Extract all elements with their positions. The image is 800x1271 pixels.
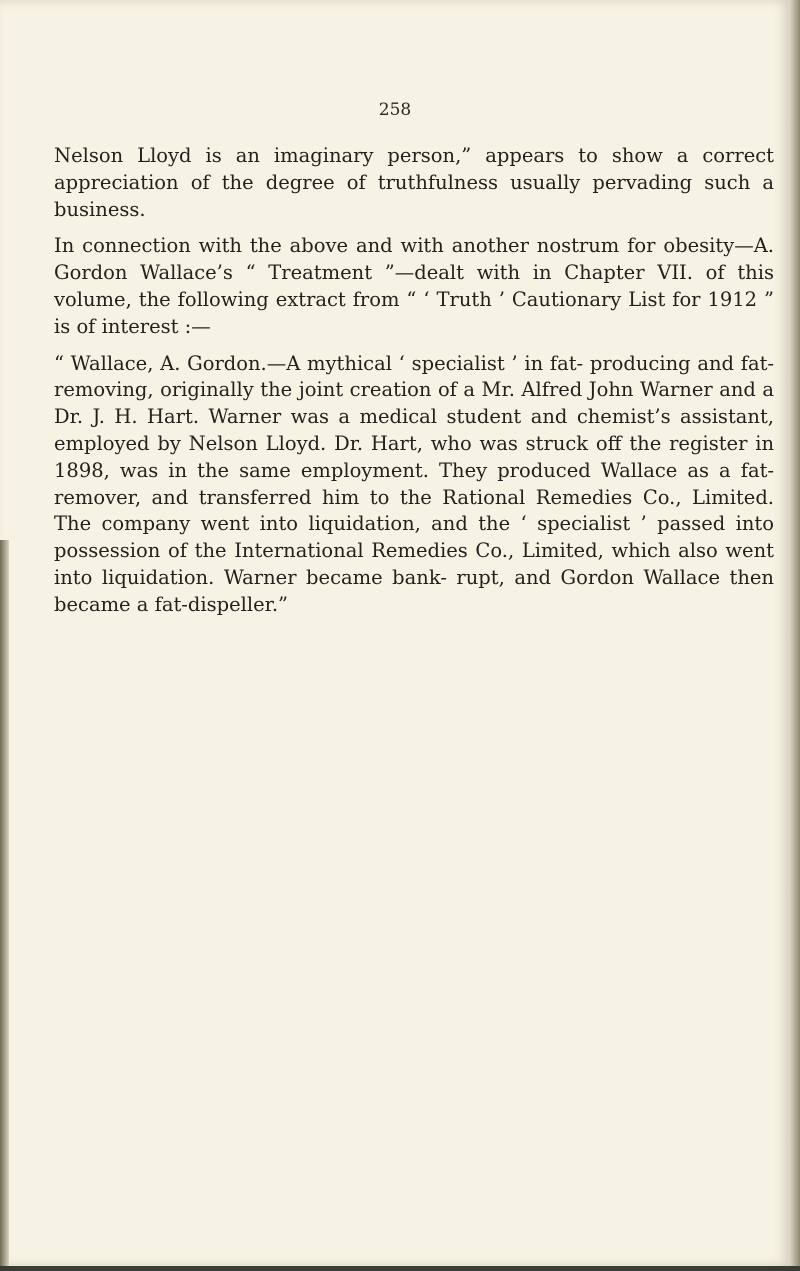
text-line: to the Rational Remedies Co., Limited. The company <box>54 485 775 536</box>
text-line: with in Chapter VII. of this volume, the following extract <box>54 261 774 311</box>
text-line: which also went into liquidation. Warner became bank- <box>54 539 774 589</box>
text-line: by Nelson Lloyd. Dr. Hart, who was struck off the <box>157 431 670 455</box>
text-line: pervading such a business. <box>54 170 774 221</box>
page-number: 258 <box>378 100 412 120</box>
text-line: In connection with the above and with another nostrum <box>54 234 628 258</box>
text-line: was a medical student and chemist’s assistant, employed <box>54 405 774 455</box>
body-text <box>54 143 774 629</box>
page-edge-shadow <box>790 0 800 1271</box>
paragraph-2 <box>54 233 774 340</box>
text-line: went into liquidation, and the ‘ specialist ’ passed into <box>200 512 774 536</box>
text-line: register in 1898, was in the same employment. They <box>54 431 775 482</box>
text-line: for obesity—A. Gordon Wallace’s “ Treatment ”—dealt <box>54 234 774 285</box>
paragraph-1 <box>54 143 774 223</box>
text-line: possession of the International Remedies Co., Limited, <box>54 539 612 563</box>
text-line: producing and fat-removing, originally the joint creation of <box>54 351 774 402</box>
text-line: correct appreciation of the degree of truthfulness usually <box>54 144 774 194</box>
quoted-extract <box>54 351 774 619</box>
text-line: rupt, and Gordon Wallace then became a fat-dispeller.” <box>54 565 774 616</box>
text-line: a Mr. Alfred John Warner and a Dr. J. H. Hart. Warner <box>54 378 774 429</box>
binding-shadow <box>0 540 9 1271</box>
text-line: “ Wallace, A. Gordon.—A mythical ‘ specialist ’ in fat- <box>54 351 590 375</box>
bottom-edge <box>0 1266 800 1271</box>
text-line: produced Wallace as a fat-remover, and transferred him <box>54 458 774 509</box>
text-line: Nelson Lloyd is an imaginary person,” appears to show a <box>54 144 703 167</box>
text-line: from “ ‘ Truth ’ Cautionary List for 1912 ” is of interest :— <box>54 287 774 338</box>
